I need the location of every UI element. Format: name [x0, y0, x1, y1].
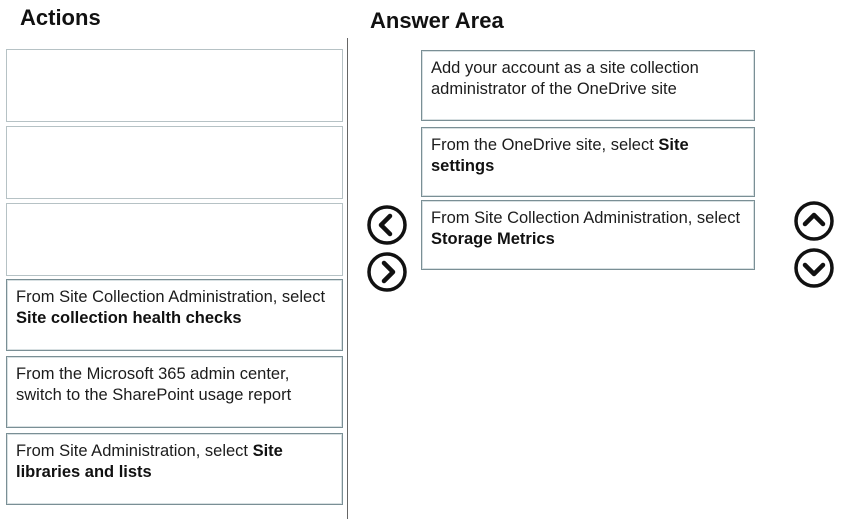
action-slot-empty[interactable]	[6, 49, 343, 122]
action-slot-empty[interactable]	[6, 203, 343, 276]
column-divider	[347, 38, 348, 519]
answer-item-bold: Site settings	[431, 136, 689, 175]
answer-item[interactable]	[421, 200, 755, 270]
action-slot-empty[interactable]	[6, 126, 343, 199]
action-item[interactable]	[6, 279, 343, 351]
answer-item-text: From Site Collection Administration, select	[431, 209, 741, 227]
action-item-text: From Site Administration, select	[16, 442, 253, 460]
answer-item[interactable]	[421, 127, 755, 197]
answer-item-text: Add your account as a site collection administrator of the OneDrive site	[431, 59, 699, 98]
chevron-right-circle-icon	[366, 251, 408, 293]
answer-item-text: From the OneDrive site, select	[431, 136, 659, 154]
action-item[interactable]	[6, 356, 343, 428]
action-item-text: From Site Collection Administration, select	[16, 288, 326, 306]
move-down-button[interactable]	[793, 247, 835, 289]
answer-area-heading: Answer Area	[370, 8, 504, 33]
chevron-left-circle-icon	[366, 204, 408, 246]
move-right-button[interactable]	[366, 251, 408, 293]
move-up-button[interactable]	[793, 200, 835, 242]
actions-heading: Actions	[20, 5, 101, 30]
move-left-button[interactable]	[366, 204, 408, 246]
chevron-up-circle-icon	[793, 200, 835, 242]
answer-item-bold: Storage Metrics	[431, 230, 555, 248]
action-item-bold: Site collection health checks	[16, 309, 242, 327]
action-item-bold: Site libraries and lists	[16, 442, 283, 481]
answer-item[interactable]	[421, 50, 755, 121]
action-item-text: From the Microsoft 365 admin center, switch to the SharePoint usage report	[16, 365, 292, 404]
action-item[interactable]	[6, 433, 343, 505]
chevron-down-circle-icon	[793, 247, 835, 289]
